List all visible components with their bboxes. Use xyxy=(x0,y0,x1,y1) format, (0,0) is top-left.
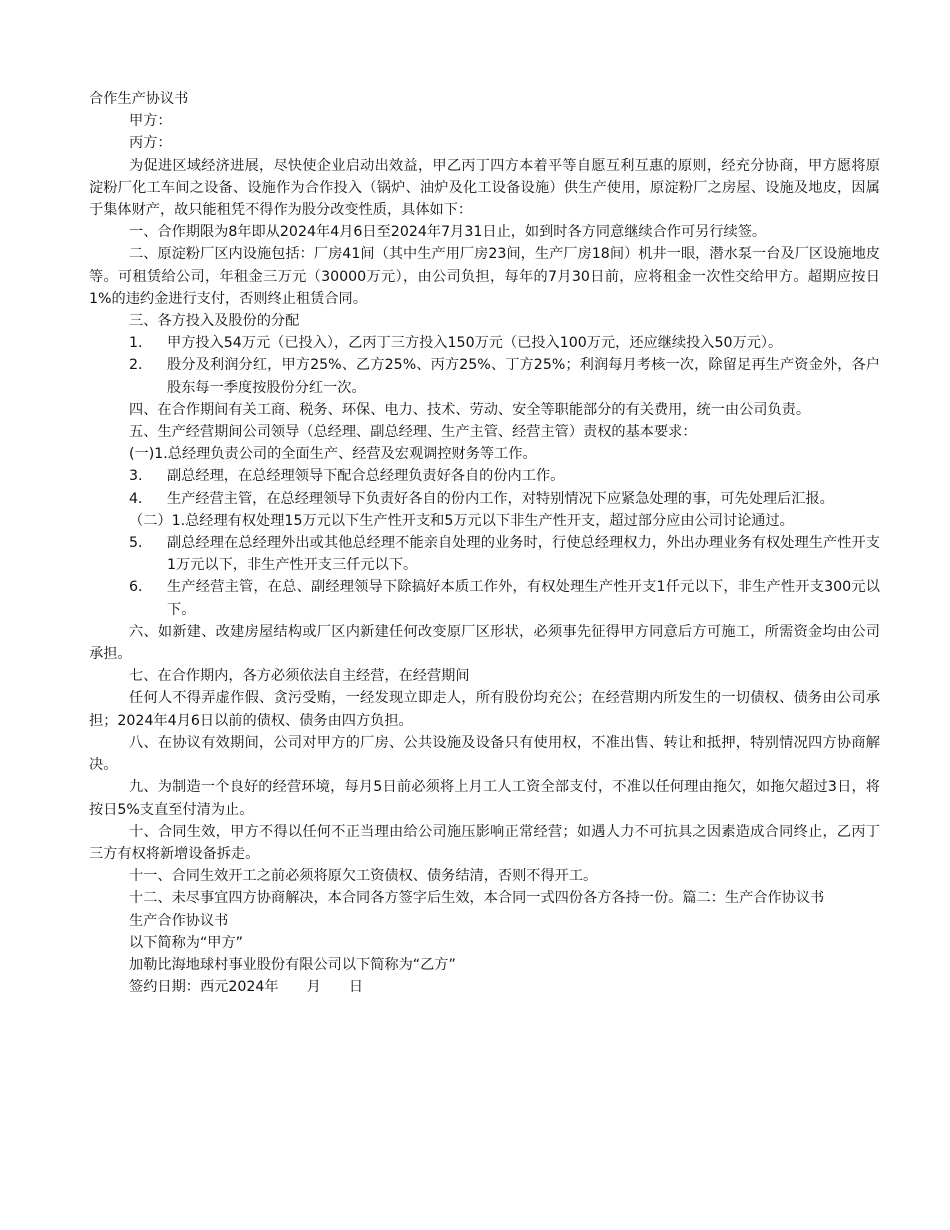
party-a-alias: 以下简称为“甲方” xyxy=(129,934,244,951)
company-line xyxy=(89,954,880,976)
sub-section-1: (一)1.总经理负责公司的全面生产、经营及宏观调控财务等工作。 xyxy=(129,446,537,463)
list-item-text: 副总经理，在总经理领导下配合总经理负责好各自的份内工作。 xyxy=(167,468,565,485)
document-title: 合作生产协议书 xyxy=(89,91,189,107)
second-title: 生产合作协议书 xyxy=(129,912,229,929)
list-item-text: 生产经营主管，在总经理领导下负责好各自的份内工作，对特别情况下应紧急处理的事，可先处理后汇报。 xyxy=(167,490,834,507)
list-item-number: 4． xyxy=(129,490,153,507)
clause-7: 七、在合作期内，各方必须依法自主经营，在经营期间 xyxy=(129,668,470,685)
clause-12: 十二、未尽事宜四方协商解决，本合同各方签字后生效，本合同一式四份各方各持一份。篇二：生产合作协议书 xyxy=(129,890,825,907)
sub-section-2: （二）1.总经理有权处理15万元以下生产性开支和5万元以下非生产性开支，超过部分应由公司讨论通过。 xyxy=(129,512,794,529)
party-b-alias: 以下简称为“乙方” xyxy=(341,956,456,973)
clause-4: 四、在合作期间有关工商、税务、环保、电力、技术、劳动、安全等职能部分的有关费用，统一由公司负责。 xyxy=(129,401,811,418)
clause-3: 三、各方投入及股份的分配 xyxy=(129,313,300,330)
list-item xyxy=(129,576,880,620)
clause-10: 十、合同生效，甲方不得以任何不正当理由给公司施压影响正常经营；如遇人力不可抗具之因素造成合同终止，乙丙丁三方有权将新增设备拆走。 xyxy=(89,823,880,862)
list-item-text: 副总经理在总经理外出或其他总经理不能亲自处理的业务时，行使总经理权力，外出办理业务有权处理生产性开支1万元以下，非生产性开支三仟元以下。 xyxy=(167,535,880,574)
list-item xyxy=(129,532,880,576)
list-item xyxy=(129,332,880,354)
clause-7-continued: 任何人不得弄虚作假、贪污受贿，一经发现立即走人，所有股份均充公；在经营期内所发生的一切债权、债务由公司承担；2024年4月6日以前的债权、债务由四方负担。 xyxy=(89,690,880,729)
list-item xyxy=(129,488,880,510)
clause-5: 五、生产经营期间公司领导（总经理、副总经理、生产主管、经营主管）责权的基本要求： xyxy=(129,424,697,441)
day-label: 日 xyxy=(348,979,364,996)
party-a-line: 甲方： xyxy=(129,113,172,130)
clause-9: 九、为制造一个良好的经营环境，每月5日前必须将上月工人工资全部支付，不准以任何理由拖欠，如拖欠超过3日，将按日5%支直至付清为止。 xyxy=(89,779,880,818)
clause-6: 六、如新建、改建房屋结构或厂区内新建任何改变原厂区形状，必须事先征得甲方同意后方可施工，所需资金均由公司承担。 xyxy=(89,623,880,663)
list-item-number: 5． xyxy=(129,535,153,552)
list-item-number: 6． xyxy=(129,579,153,596)
list-item-number: 3． xyxy=(129,468,153,485)
list-item-text: 股分及利润分红，甲方25%、乙方25%、丙方25%、丁方25%；利润每月考核一次，除留足再生产资金外，各户股东每一季度按股份分红一次。 xyxy=(167,357,880,396)
list-item xyxy=(129,465,880,487)
list-item-text: 生产经营主管，在总、副经理领导下除搞好本质工作外，有权处理生产性开支1仟元以下，非生产性开支300元以下。 xyxy=(167,579,880,618)
list-item-number: 2． xyxy=(129,357,153,374)
list-item xyxy=(129,354,880,398)
list-item-text: 甲方投入54万元（已投入），乙丙丁三方投入150万元（已投入100万元，还应继续投入50万元）。 xyxy=(167,335,783,352)
clause-8: 八、在协议有效期间，公司对甲方的厂房、公共设施及设备只有使用权，不准出售、转让和抵押，特别情况四方协商解决。 xyxy=(89,734,880,774)
company-name: 加勒比海地球村事业股份有限公司 xyxy=(129,956,342,973)
list-item-number: 1． xyxy=(129,335,153,352)
clause-11: 十一、合同生效开工之前必须将原欠工资债权、债务结清，否则不得开工。 xyxy=(129,868,598,885)
party-c-line: 丙方： xyxy=(129,135,172,152)
intro-paragraph: 为促进区域经济进展，尽快使企业启动出效益，甲乙丙丁四方本着平等自愿互利互惠的原则，经充分协商，甲方愿将原淀粉厂化工车间之设备、设施作为合作投入（锅炉、油炉及化工设备设施）供生产使用，原淀粉厂之房屋、设施及地皮，因属于集体财产，故只能租凭不得作为股分改变性质，具体如下： xyxy=(89,157,880,219)
month-label: 月 xyxy=(306,979,321,996)
clause-2: 二、原淀粉厂区内设施包括：厂房41间（其中生产用厂房23间，生产厂房18间）机井一眼，潜水泵一台及厂区设施地皮等。可租赁给公司，年租金三万元（30000万元），由公司负担，每年的7月30日前，应将租金一次性交给甲方。超期应按日1%的违约金进行支付，否则终止租赁合同。 xyxy=(89,246,880,307)
sign-date-label: 签约日期：西元2024年 xyxy=(129,979,279,996)
sign-date-line xyxy=(89,976,880,998)
clause-1: 一、合作期限为8年即从2024年4月6日至2024年7月31日止，如到时各方同意继续合作可另行续签。 xyxy=(129,224,767,241)
